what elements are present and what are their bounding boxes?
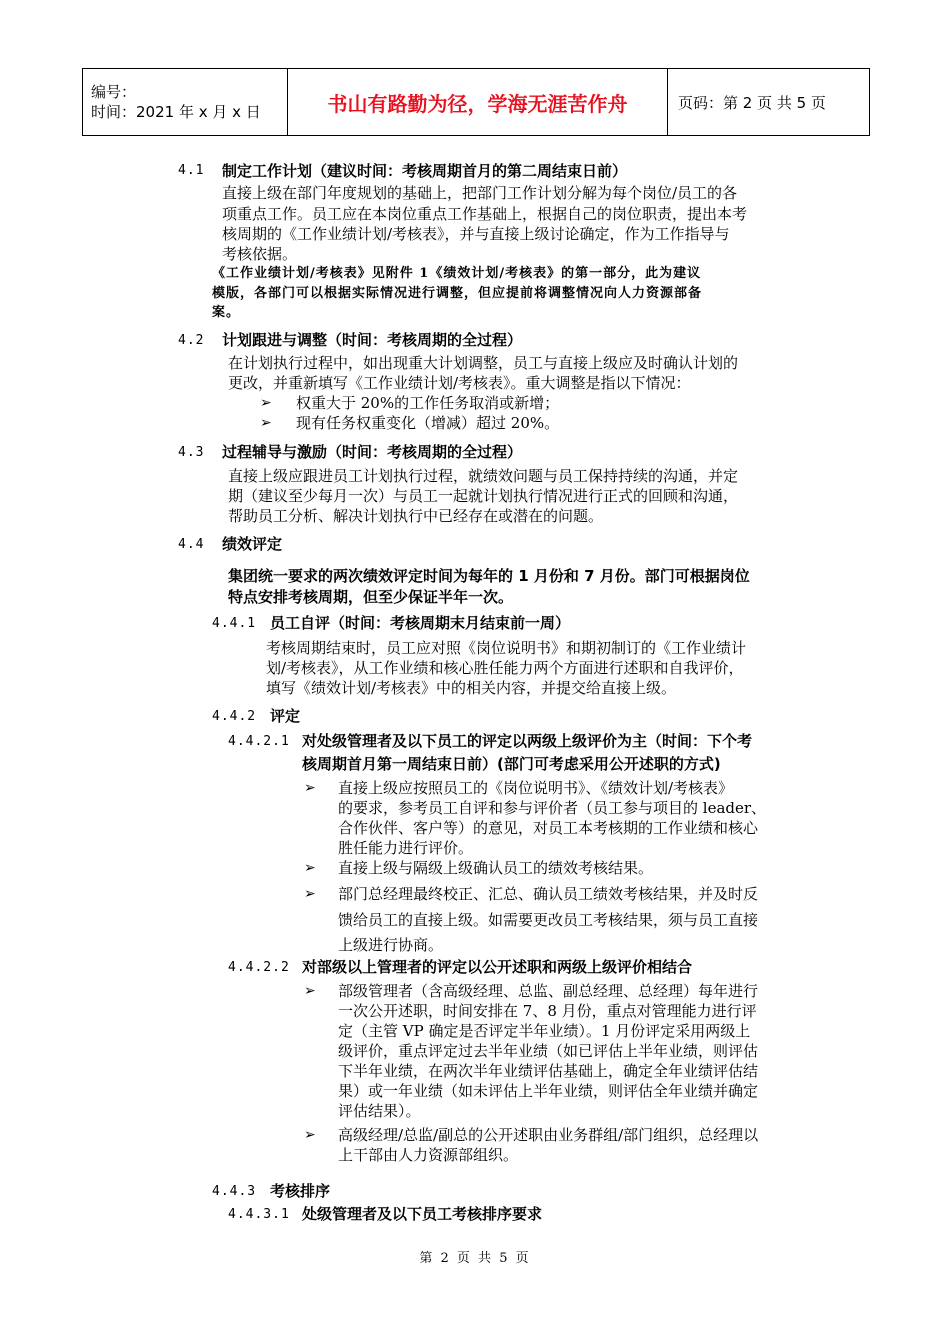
document-date: 时间：2021 年 x 月 x 日 xyxy=(91,103,261,121)
bullet-icon: ➢ xyxy=(304,983,316,999)
section-4-4-2-1-title: 核周期首月第一周结束日前）(部门可考虑采用公开述职的方式) xyxy=(302,755,721,773)
section-4-4-2-2-bullet-1-line: 级评价，重点评定过去半年业绩（如已评估上半年业绩，则评估 xyxy=(338,1042,759,1060)
header-meta-cell xyxy=(83,69,288,136)
section-4-1-title: 制定工作计划（建议时间：考核周期首月的第二周结束日前） xyxy=(222,162,628,180)
section-4-3-title: 过程辅导与激励（时间：考核周期的全过程） xyxy=(222,443,523,461)
section-4-1-note: 模版，各部门可以根据实际情况进行调整，但应提前将调整情况向人力资源部备 xyxy=(212,286,703,301)
section-4-4-1-line: 划/考核表》，从工作业绩和核心胜任能力两个方面进行述职和自我评价， xyxy=(266,659,744,677)
section-4-1-number: 4.1 xyxy=(178,163,205,178)
header-page-info: 页码：第 2 页 共 5 页 xyxy=(668,69,870,136)
section-4-2-bullet: 权重大于 20%的工作任务取消或新增； xyxy=(296,394,560,412)
section-4-4-2-1-number: 4.4.2.1 xyxy=(228,734,290,749)
bullet-icon: ➢ xyxy=(304,860,316,876)
section-4-4-intro: 集团统一要求的两次绩效评定时间为每年的 1 月份和 7 月份。部门可根据岗位 xyxy=(228,567,750,585)
section-4-4-2-1-bullet-1-line: 直接上级应按照员工的《岗位说明书》、《绩效计划/考核表》 xyxy=(338,779,734,797)
header-motto: 书山有路勤为径，学海无涯苦作舟 xyxy=(288,69,668,136)
section-4-2-line: 更改，并重新填写《工作业绩计划/考核表》。重大调整是指以下情况： xyxy=(228,374,691,392)
section-4-4-2-1-bullet-3-line: 馈给员工的直接上级。如需要更改员工考核结果，须与员工直接 xyxy=(338,911,759,929)
section-4-3-line: 期（建议至少每月一次）与员工一起就计划执行情况进行正式的回顾和沟通， xyxy=(228,487,739,505)
bullet-icon: ➢ xyxy=(304,886,316,902)
section-4-1-note: 案。 xyxy=(212,305,241,320)
section-4-4-1-number: 4.4.1 xyxy=(212,616,257,631)
document-number-label: 编号： xyxy=(91,83,137,101)
section-4-3-number: 4.3 xyxy=(178,445,205,460)
bullet-icon: ➢ xyxy=(260,415,272,431)
section-4-4-2-number: 4.4.2 xyxy=(212,709,257,724)
section-4-1-line: 考核依据。 xyxy=(222,245,298,263)
section-4-1-line: 项重点工作。员工应在本岗位重点工作基础上，根据自己的岗位职责，提出本考 xyxy=(222,205,748,223)
section-4-2-number: 4.2 xyxy=(178,333,205,348)
section-4-4-2-1-title: 对处级管理者及以下员工的评定以两级上级评价为主（时间：下个考 xyxy=(302,732,753,750)
section-4-4-2-2-bullet-1-line: 部级管理者（含高级经理、总监、副总经理、总经理）每年进行 xyxy=(338,982,759,1000)
bullet-icon: ➢ xyxy=(304,780,316,796)
section-4-4-3-1-title: 处级管理者及以下员工考核排序要求 xyxy=(302,1205,543,1223)
section-4-1-line: 核周期的《工作业绩计划/考核表》，并与直接上级讨论确定，作为工作指导与 xyxy=(222,225,730,243)
section-4-4-2-2-bullet-1-line: 评估结果）。 xyxy=(338,1102,421,1120)
section-4-4-2-title: 评定 xyxy=(270,707,301,725)
bullet-icon: ➢ xyxy=(260,395,272,411)
section-4-4-2-2-bullet-2-line: 高级经理/总监/副总的公开述职由业务群组/部门组织，总经理以 xyxy=(338,1126,759,1144)
section-4-4-3-1-number: 4.4.3.1 xyxy=(228,1207,290,1222)
section-4-1-note: 《工作业绩计划/考核表》见附件 1《绩效计划/考核表》的第一部分，此为建议 xyxy=(212,266,702,281)
section-4-4-2-2-title: 对部级以上管理者的评定以公开述职和两级上级评价相结合 xyxy=(302,958,693,976)
section-4-4-1-line: 填写《绩效计划/考核表》中的相关内容，并提交给直接上级。 xyxy=(266,679,677,697)
section-4-4-title: 绩效评定 xyxy=(222,535,283,553)
section-4-4-2-1-bullet-1-line: 合作伙伴、客户等）的意见，对员工本考核期的工作业绩和核心 xyxy=(338,819,759,837)
section-4-4-2-1-bullet-3-line: 部门总经理最终校正、汇总、确认员工绩效考核结果，并及时反 xyxy=(338,885,759,903)
section-4-4-number: 4.4 xyxy=(178,537,205,552)
section-4-4-2-2-bullet-1-line: 下半年业绩，在两次半年业绩评估基础上，确定全年业绩评估结 xyxy=(338,1062,759,1080)
section-4-3-line: 帮助员工分析、解决计划执行中已经存在或潜在的问题。 xyxy=(228,507,604,525)
section-4-4-2-1-bullet-1-line: 的要求，参考员工自评和参与评价者（员工参与项目的 leader、 xyxy=(338,799,767,817)
section-4-2-title: 计划跟进与调整（时间：考核周期的全过程） xyxy=(222,331,523,349)
section-4-4-2-1-bullet-2: 直接上级与隔级上级确认员工的绩效考核结果。 xyxy=(338,859,654,877)
bullet-icon: ➢ xyxy=(304,1127,316,1143)
section-4-2-bullet: 现有任务权重变化（增减）超过 20%。 xyxy=(296,414,560,432)
section-4-4-2-2-number: 4.4.2.2 xyxy=(228,960,290,975)
section-4-4-3-title: 考核排序 xyxy=(270,1182,331,1200)
section-4-2-line: 在计划执行过程中，如出现重大计划调整，员工与直接上级应及时确认计划的 xyxy=(228,354,739,372)
section-4-4-2-2-bullet-1-line: 定（主管 VP 确定是否评定半年业绩）。1 月份评定采用两级上 xyxy=(338,1022,751,1040)
section-4-4-3-number: 4.4.3 xyxy=(212,1184,257,1199)
section-4-4-2-1-bullet-1-line: 胜任能力进行评价。 xyxy=(338,839,474,857)
section-4-4-intro: 特点安排考核周期，但至少保证半年一次。 xyxy=(228,588,514,606)
section-4-4-1-line: 考核周期结束时，员工应对照《岗位说明书》和期初制订的《工作业绩计 xyxy=(266,639,747,657)
header-table xyxy=(82,68,870,136)
section-4-3-line: 直接上级应跟进员工计划执行过程，就绩效问题与员工保持持续的沟通，并定 xyxy=(228,467,739,485)
section-4-4-2-2-bullet-1-line: 一次公开述职，时间安排在 7、8 月份，重点对管理能力进行评 xyxy=(338,1002,757,1020)
page-footer: 第 2 页 共 5 页 xyxy=(419,1251,531,1266)
section-4-4-1-title: 员工自评（时间：考核周期末月结束前一周） xyxy=(270,614,571,632)
section-4-1-line: 直接上级在部门年度规划的基础上，把部门工作计划分解为每个岗位/员工的各 xyxy=(222,184,738,202)
section-4-4-2-2-bullet-1-line: 果）或一年业绩（如未评估上半年业绩，则评估全年业绩并确定 xyxy=(338,1082,759,1100)
section-4-4-2-2-bullet-2-line: 上干部由人力资源部组织。 xyxy=(338,1146,519,1164)
section-4-4-2-1-bullet-3-line: 上级进行协商。 xyxy=(338,936,444,954)
